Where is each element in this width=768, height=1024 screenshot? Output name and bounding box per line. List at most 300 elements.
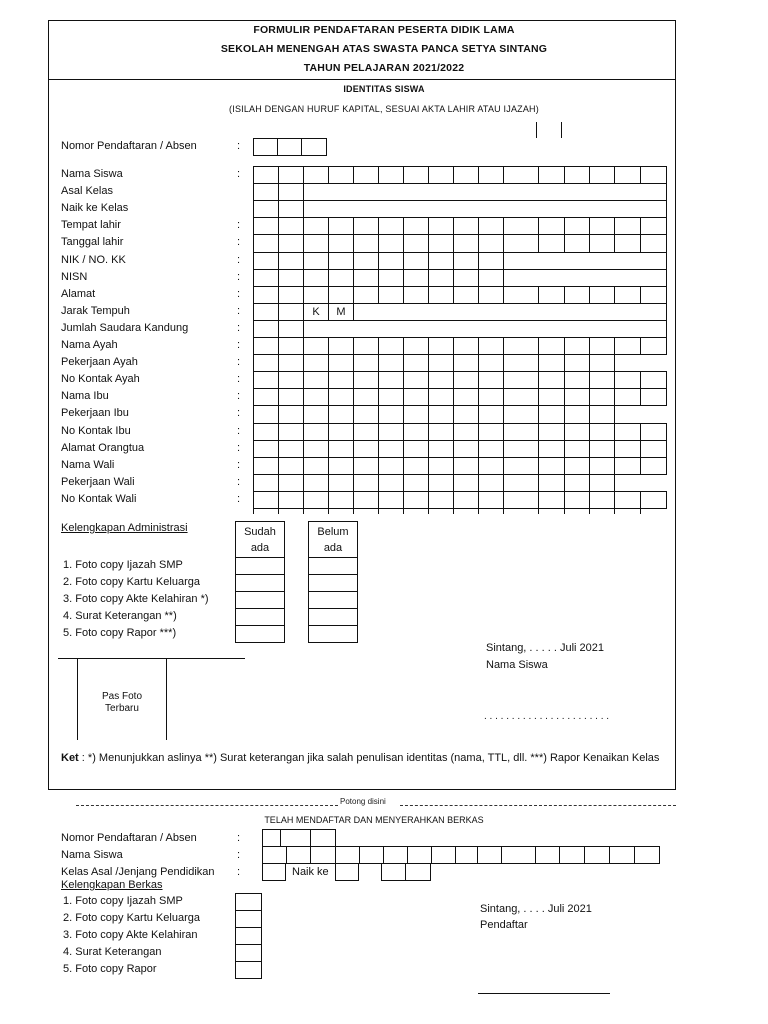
identity-cell[interactable] xyxy=(538,405,565,424)
identity-long-field[interactable] xyxy=(503,269,667,287)
identity-cell[interactable] xyxy=(453,491,479,509)
identity-cell[interactable] xyxy=(278,337,304,355)
receipt-name-box[interactable] xyxy=(609,846,635,864)
identity-cell[interactable] xyxy=(278,286,304,304)
identity-cell[interactable] xyxy=(503,457,539,475)
identity-cell[interactable]: K xyxy=(303,303,329,321)
identity-cell[interactable] xyxy=(640,491,667,509)
identity-cell[interactable] xyxy=(453,423,479,441)
identity-cell[interactable] xyxy=(503,286,539,304)
identity-cell[interactable] xyxy=(278,183,304,201)
receipt-class-box[interactable] xyxy=(262,863,286,881)
identity-cell[interactable] xyxy=(503,405,539,424)
identity-cell[interactable] xyxy=(428,388,454,406)
identity-cell[interactable] xyxy=(453,217,479,235)
identity-cell[interactable] xyxy=(428,474,454,492)
identity-cell[interactable] xyxy=(403,217,429,235)
identity-cell[interactable] xyxy=(378,269,404,287)
identity-cell[interactable] xyxy=(503,166,539,184)
identity-cell[interactable] xyxy=(328,217,354,235)
belum-checkbox[interactable] xyxy=(308,557,358,575)
identity-cell[interactable] xyxy=(640,423,667,441)
receipt-name-box[interactable] xyxy=(383,846,408,864)
belum-checkbox[interactable] xyxy=(308,608,358,626)
identity-cell[interactable] xyxy=(428,354,454,372)
identity-long-field[interactable] xyxy=(353,303,667,321)
identity-cell[interactable] xyxy=(428,491,454,509)
receipt-name-box[interactable] xyxy=(455,846,478,864)
sudah-checkbox[interactable] xyxy=(235,591,285,609)
identity-cell[interactable] xyxy=(478,440,504,458)
identity-cell[interactable] xyxy=(378,371,404,389)
identity-cell[interactable] xyxy=(328,354,354,372)
identity-cell[interactable] xyxy=(564,234,590,253)
identity-cell[interactable] xyxy=(353,166,379,184)
identity-cell[interactable] xyxy=(564,371,590,389)
identity-cell[interactable] xyxy=(378,166,404,184)
identity-cell[interactable] xyxy=(478,371,504,389)
identity-cell[interactable] xyxy=(564,457,590,475)
identity-cell[interactable] xyxy=(453,286,479,304)
receipt-name-box[interactable] xyxy=(431,846,456,864)
identity-cell[interactable] xyxy=(353,491,379,509)
identity-cell[interactable] xyxy=(328,405,354,424)
identity-cell[interactable] xyxy=(589,388,615,406)
receipt-reg-box[interactable] xyxy=(262,829,281,847)
identity-cell[interactable] xyxy=(538,388,565,406)
identity-cell[interactable] xyxy=(478,354,504,372)
identity-cell[interactable] xyxy=(589,491,615,509)
identity-cell[interactable] xyxy=(303,337,329,355)
identity-cell[interactable] xyxy=(353,234,379,253)
receipt-checkbox[interactable] xyxy=(235,893,262,911)
identity-cell[interactable] xyxy=(478,252,504,270)
identity-cell[interactable] xyxy=(403,388,429,406)
receipt-name-box[interactable] xyxy=(407,846,432,864)
identity-cell[interactable] xyxy=(253,166,279,184)
receipt-reg-box[interactable] xyxy=(310,829,336,847)
identity-cell[interactable] xyxy=(589,423,615,441)
reg-number-box[interactable] xyxy=(301,138,327,156)
identity-cell[interactable] xyxy=(589,354,615,372)
identity-cell[interactable] xyxy=(403,405,429,424)
identity-cell[interactable] xyxy=(428,457,454,475)
identity-cell[interactable] xyxy=(353,337,379,355)
identity-cell[interactable] xyxy=(278,320,304,338)
identity-cell[interactable] xyxy=(503,388,539,406)
identity-cell[interactable] xyxy=(328,166,354,184)
identity-cell[interactable] xyxy=(640,440,667,458)
identity-cell[interactable] xyxy=(253,457,279,475)
identity-cell[interactable] xyxy=(403,286,429,304)
identity-cell[interactable] xyxy=(640,286,667,304)
identity-cell[interactable] xyxy=(278,388,304,406)
identity-cell[interactable] xyxy=(278,354,304,372)
identity-cell[interactable] xyxy=(453,405,479,424)
identity-cell[interactable] xyxy=(614,337,641,355)
field-label: Pekerjaan Ayah xyxy=(61,356,138,369)
identity-cell[interactable] xyxy=(614,371,641,389)
identity-cell[interactable] xyxy=(403,337,429,355)
identity-cell[interactable] xyxy=(278,371,304,389)
reg-number-box[interactable] xyxy=(277,138,302,156)
identity-cell[interactable] xyxy=(614,166,641,184)
identity-cell[interactable] xyxy=(538,440,565,458)
identity-cell[interactable] xyxy=(478,286,504,304)
identity-cell[interactable] xyxy=(538,474,565,492)
identity-cell[interactable] xyxy=(453,269,479,287)
identity-cell[interactable] xyxy=(453,457,479,475)
identity-cell[interactable] xyxy=(614,423,641,441)
identity-cell[interactable] xyxy=(564,354,590,372)
identity-cell[interactable] xyxy=(564,166,590,184)
identity-cell[interactable] xyxy=(589,286,615,304)
identity-cell[interactable] xyxy=(353,457,379,475)
identity-cell[interactable] xyxy=(353,405,379,424)
identity-cell[interactable] xyxy=(564,388,590,406)
identity-cell[interactable] xyxy=(614,457,641,475)
identity-cell[interactable] xyxy=(278,303,304,321)
receipt-reg-box[interactable] xyxy=(280,829,311,847)
identity-cell[interactable] xyxy=(378,286,404,304)
identity-cell[interactable] xyxy=(403,354,429,372)
receipt-name-box[interactable] xyxy=(359,846,384,864)
identity-cell[interactable] xyxy=(253,474,279,492)
identity-cell[interactable] xyxy=(538,457,565,475)
identity-cell[interactable] xyxy=(640,337,667,355)
identity-cell[interactable] xyxy=(253,269,279,287)
identity-cell[interactable] xyxy=(538,371,565,389)
identity-cell[interactable] xyxy=(564,405,590,424)
identity-cell[interactable] xyxy=(589,337,615,355)
receipt-name-box[interactable] xyxy=(262,846,287,864)
identity-cell[interactable] xyxy=(614,234,641,253)
receipt-checkbox[interactable] xyxy=(235,944,262,962)
identity-cell[interactable] xyxy=(303,440,329,458)
identity-cell[interactable] xyxy=(428,252,454,270)
identity-cell[interactable] xyxy=(614,388,641,406)
identity-cell[interactable] xyxy=(253,286,279,304)
identity-cell[interactable] xyxy=(589,217,615,235)
identity-cell[interactable] xyxy=(278,474,304,492)
identity-cell[interactable] xyxy=(253,217,279,235)
identity-cell[interactable] xyxy=(303,491,329,509)
identity-cell[interactable]: M xyxy=(328,303,354,321)
identity-cell[interactable] xyxy=(640,371,667,389)
identity-long-field[interactable] xyxy=(303,320,667,338)
identity-cell[interactable] xyxy=(403,252,429,270)
identity-cell[interactable] xyxy=(378,217,404,235)
identity-cell[interactable] xyxy=(253,234,279,253)
identity-cell[interactable] xyxy=(589,440,615,458)
identity-cell[interactable] xyxy=(253,252,279,270)
identity-cell[interactable] xyxy=(378,440,404,458)
identity-cell[interactable] xyxy=(453,440,479,458)
identity-cell[interactable] xyxy=(478,388,504,406)
receipt-checkbox[interactable] xyxy=(235,927,262,945)
identity-cell[interactable] xyxy=(353,252,379,270)
identity-cell[interactable] xyxy=(378,423,404,441)
identity-cell[interactable] xyxy=(328,337,354,355)
receipt-name-box[interactable] xyxy=(559,846,585,864)
identity-cell[interactable] xyxy=(640,234,667,253)
identity-cell[interactable] xyxy=(253,405,279,424)
identity-cell[interactable] xyxy=(503,217,539,235)
identity-cell[interactable] xyxy=(589,474,615,492)
identity-cell[interactable] xyxy=(589,371,615,389)
identity-cell[interactable] xyxy=(403,474,429,492)
identity-cell[interactable] xyxy=(403,440,429,458)
identity-cell[interactable] xyxy=(503,337,539,355)
identity-cell[interactable] xyxy=(614,286,641,304)
identity-cell[interactable] xyxy=(403,457,429,475)
identity-cell[interactable] xyxy=(378,457,404,475)
identity-cell[interactable] xyxy=(253,388,279,406)
identity-cell[interactable] xyxy=(303,166,329,184)
identity-cell[interactable] xyxy=(589,166,615,184)
identity-cell[interactable] xyxy=(303,252,329,270)
identity-cell[interactable] xyxy=(640,217,667,235)
belum-checkbox[interactable] xyxy=(308,625,358,643)
identity-cell[interactable] xyxy=(378,491,404,509)
identity-cell[interactable] xyxy=(378,405,404,424)
identity-cell[interactable] xyxy=(564,440,590,458)
identity-cell[interactable] xyxy=(328,286,354,304)
receipt-name-box[interactable] xyxy=(584,846,610,864)
identity-cell[interactable] xyxy=(303,457,329,475)
identity-cell[interactable] xyxy=(453,252,479,270)
identity-cell[interactable] xyxy=(278,423,304,441)
identity-cell[interactable] xyxy=(303,474,329,492)
sudah-checkbox[interactable] xyxy=(235,557,285,575)
identity-cell[interactable] xyxy=(353,354,379,372)
identity-cell[interactable] xyxy=(428,166,454,184)
identity-cell[interactable] xyxy=(428,371,454,389)
identity-cell[interactable] xyxy=(378,354,404,372)
identity-cell[interactable] xyxy=(614,217,641,235)
identity-cell[interactable] xyxy=(353,388,379,406)
identity-cell[interactable] xyxy=(328,457,354,475)
identity-cell[interactable] xyxy=(303,371,329,389)
identity-cell[interactable] xyxy=(328,234,354,253)
receipt-checkbox[interactable] xyxy=(235,910,262,928)
reg-number-label: Nomor Pendaftaran / Absen xyxy=(61,140,197,152)
identity-cell[interactable] xyxy=(303,405,329,424)
identity-cell[interactable] xyxy=(478,405,504,424)
identity-cell[interactable] xyxy=(503,354,539,372)
identity-cell[interactable] xyxy=(478,217,504,235)
identity-cell[interactable] xyxy=(403,491,429,509)
identity-cell[interactable] xyxy=(303,286,329,304)
identity-cell[interactable] xyxy=(353,217,379,235)
identity-cell[interactable] xyxy=(403,166,429,184)
identity-cell[interactable] xyxy=(589,457,615,475)
identity-cell[interactable] xyxy=(328,252,354,270)
identity-cell[interactable] xyxy=(428,286,454,304)
identity-cell[interactable] xyxy=(428,337,454,355)
identity-cell[interactable] xyxy=(453,388,479,406)
identity-cell[interactable] xyxy=(328,491,354,509)
identity-cell[interactable] xyxy=(453,354,479,372)
identity-cell[interactable] xyxy=(640,457,667,475)
identity-cell[interactable] xyxy=(478,457,504,475)
identity-cell[interactable] xyxy=(353,474,379,492)
signature-line[interactable]: . . . . . . . . . . . . . . . . . . . . . . . xyxy=(484,711,610,722)
receipt-name-box[interactable] xyxy=(286,846,311,864)
identity-cell[interactable] xyxy=(614,491,641,509)
identity-cell[interactable] xyxy=(253,423,279,441)
identity-cell[interactable] xyxy=(278,234,304,253)
identity-long-field[interactable] xyxy=(503,252,667,270)
reg-number-box[interactable] xyxy=(253,138,278,156)
identity-cell[interactable] xyxy=(478,474,504,492)
identity-cell[interactable] xyxy=(589,234,615,253)
receipt-class-box[interactable] xyxy=(381,863,406,881)
identity-cell[interactable] xyxy=(253,303,279,321)
identity-cell[interactable] xyxy=(503,474,539,492)
identity-cell[interactable] xyxy=(538,234,565,253)
identity-cell[interactable] xyxy=(353,269,379,287)
identity-cell[interactable] xyxy=(328,423,354,441)
identity-cell[interactable] xyxy=(303,354,329,372)
identity-cell[interactable] xyxy=(503,491,539,509)
identity-cell[interactable] xyxy=(538,491,565,509)
identity-cell[interactable] xyxy=(538,166,565,184)
identity-cell[interactable] xyxy=(478,491,504,509)
identity-cell[interactable] xyxy=(278,166,304,184)
identity-cell[interactable] xyxy=(478,337,504,355)
identity-cell[interactable] xyxy=(278,440,304,458)
identity-cell[interactable] xyxy=(303,234,329,253)
sudah-checkbox[interactable] xyxy=(235,608,285,626)
identity-cell[interactable] xyxy=(564,423,590,441)
identity-cell[interactable] xyxy=(303,423,329,441)
identity-cell[interactable] xyxy=(278,405,304,424)
identity-cell[interactable] xyxy=(378,234,404,253)
identity-cell[interactable] xyxy=(253,183,279,201)
identity-cell[interactable] xyxy=(478,423,504,441)
receipt-name-box[interactable] xyxy=(634,846,660,864)
identity-cell[interactable] xyxy=(503,234,539,253)
identity-cell[interactable] xyxy=(303,269,329,287)
receipt-name-box[interactable] xyxy=(310,846,336,864)
identity-cell[interactable] xyxy=(253,371,279,389)
identity-cell[interactable] xyxy=(253,354,279,372)
identity-cell[interactable] xyxy=(278,457,304,475)
identity-cell[interactable] xyxy=(253,337,279,355)
identity-cell[interactable] xyxy=(640,166,667,184)
identity-cell[interactable] xyxy=(428,440,454,458)
sudah-checkbox[interactable] xyxy=(235,574,285,592)
identity-cell[interactable] xyxy=(278,217,304,235)
identity-cell[interactable] xyxy=(253,491,279,509)
identity-cell[interactable] xyxy=(453,371,479,389)
identity-cell[interactable] xyxy=(503,423,539,441)
identity-cell[interactable] xyxy=(453,337,479,355)
receipt-checkbox[interactable] xyxy=(235,961,262,979)
identity-cell[interactable] xyxy=(564,217,590,235)
identity-cell[interactable] xyxy=(564,474,590,492)
identity-cell[interactable] xyxy=(303,217,329,235)
identity-cell[interactable] xyxy=(378,337,404,355)
identity-cell[interactable] xyxy=(478,269,504,287)
identity-cell[interactable] xyxy=(303,388,329,406)
identity-cell[interactable] xyxy=(538,286,565,304)
identity-cell[interactable] xyxy=(503,440,539,458)
identity-cell[interactable] xyxy=(564,286,590,304)
identity-cell[interactable] xyxy=(428,405,454,424)
receipt-name-box[interactable] xyxy=(535,846,560,864)
identity-long-field[interactable] xyxy=(303,183,667,201)
identity-cell[interactable] xyxy=(253,200,279,218)
identity-cell[interactable] xyxy=(353,286,379,304)
identity-cell[interactable] xyxy=(328,388,354,406)
identity-cell[interactable] xyxy=(278,200,304,218)
identity-cell[interactable] xyxy=(538,423,565,441)
identity-cell[interactable] xyxy=(589,405,615,424)
identity-cell[interactable] xyxy=(478,166,504,184)
identity-cell[interactable] xyxy=(564,337,590,355)
receipt-signature-line[interactable] xyxy=(478,993,610,994)
belum-checkbox[interactable] xyxy=(308,591,358,609)
identity-cell[interactable] xyxy=(453,166,479,184)
receipt-class-box[interactable] xyxy=(405,863,431,881)
identity-cell[interactable] xyxy=(453,474,479,492)
identity-cell[interactable] xyxy=(278,269,304,287)
receipt-class-box[interactable] xyxy=(335,863,359,881)
identity-cell[interactable] xyxy=(403,269,429,287)
identity-cell[interactable] xyxy=(353,423,379,441)
identity-cell[interactable] xyxy=(403,371,429,389)
identity-cell[interactable] xyxy=(428,234,454,253)
identity-cell[interactable] xyxy=(503,371,539,389)
receipt-name-box[interactable] xyxy=(477,846,502,864)
tick-mark xyxy=(536,122,537,138)
identity-cell[interactable] xyxy=(328,371,354,389)
identity-cell[interactable] xyxy=(428,269,454,287)
identity-cell[interactable] xyxy=(538,354,565,372)
receipt-name-box[interactable] xyxy=(335,846,360,864)
identity-cell[interactable] xyxy=(278,491,304,509)
identity-cell[interactable] xyxy=(353,440,379,458)
identity-cell[interactable] xyxy=(428,217,454,235)
identity-cell[interactable] xyxy=(403,423,429,441)
identity-cell[interactable] xyxy=(564,491,590,509)
identity-cell[interactable] xyxy=(403,234,429,253)
identity-cell[interactable] xyxy=(278,252,304,270)
identity-cell[interactable] xyxy=(428,423,454,441)
identity-cell[interactable] xyxy=(453,234,479,253)
identity-cell[interactable] xyxy=(640,388,667,406)
identity-cell[interactable] xyxy=(253,440,279,458)
belum-checkbox[interactable] xyxy=(308,574,358,592)
identity-long-field[interactable] xyxy=(303,200,667,218)
identity-cell[interactable] xyxy=(328,440,354,458)
identity-cell[interactable] xyxy=(253,320,279,338)
identity-cell[interactable] xyxy=(478,234,504,253)
identity-cell[interactable] xyxy=(378,474,404,492)
identity-cell[interactable] xyxy=(328,474,354,492)
receipt-name-box[interactable] xyxy=(501,846,536,864)
identity-cell[interactable] xyxy=(538,217,565,235)
identity-cell[interactable] xyxy=(378,252,404,270)
identity-cell[interactable] xyxy=(328,269,354,287)
sudah-checkbox[interactable] xyxy=(235,625,285,643)
identity-cell[interactable] xyxy=(353,371,379,389)
identity-cell[interactable] xyxy=(614,440,641,458)
identity-cell[interactable] xyxy=(378,388,404,406)
identity-cell[interactable] xyxy=(538,337,565,355)
